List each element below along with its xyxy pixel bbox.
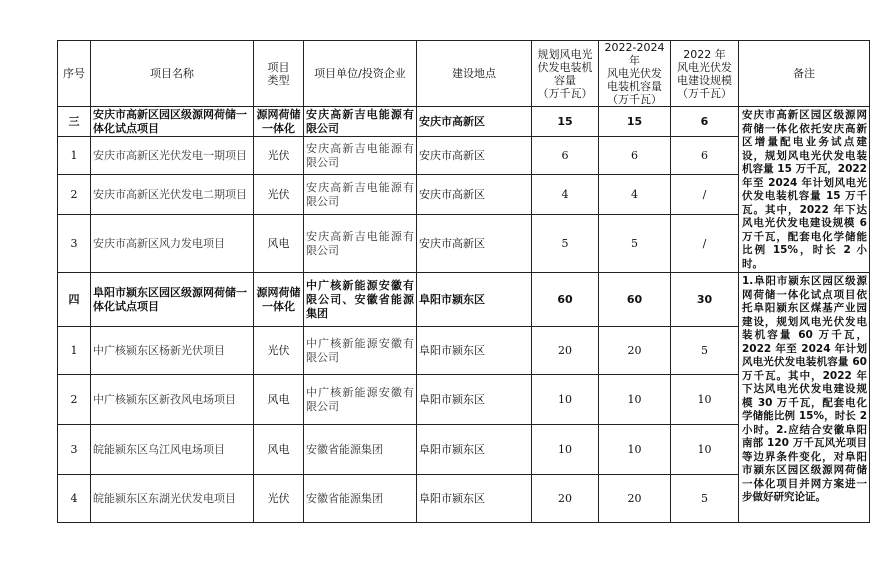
row-name: 皖能颍东区东湖光伏发电项目	[91, 475, 254, 523]
row-scale-2022: 10	[671, 425, 739, 475]
row-scale-2022: /	[671, 175, 739, 215]
row-location: 阜阳市颍东区	[417, 425, 532, 475]
row-location: 阜阳市颍东区	[417, 375, 532, 425]
row-scale-2022: 5	[671, 327, 739, 375]
row-type: 光伏	[254, 327, 304, 375]
row-plan-2022-2024: 20	[599, 475, 671, 523]
row-name: 中广核颍东区杨新光伏项目	[91, 327, 254, 375]
group-unit: 安庆高新吉电能源有限公司	[304, 107, 417, 137]
row-name: 安庆市高新区光伏发电二期项目	[91, 175, 254, 215]
row-unit: 安庆高新吉电能源有限公司	[304, 137, 417, 175]
row-plan-2022-2024: 10	[599, 375, 671, 425]
group-planned: 15	[532, 107, 599, 137]
header-plan-2022-2024: 2022-2024 年 风电光伏发 电装机容量 （万千瓦）	[599, 41, 671, 107]
group-row	[58, 273, 870, 327]
group-seq: 四	[58, 273, 91, 327]
row-unit: 安徽省能源集团	[304, 425, 417, 475]
row-location: 阜阳市颍东区	[417, 327, 532, 375]
group-scale-2022: 30	[671, 273, 739, 327]
row-name: 中广核颍东区新孜风电场项目	[91, 375, 254, 425]
header-planned: 规划风电光 伏发电装机 容量 （万千瓦）	[532, 41, 599, 107]
group-unit: 中广核新能源安徽有限公司、安徽省能源集团	[304, 273, 417, 327]
row-location: 安庆市高新区	[417, 215, 532, 273]
row-unit: 安徽省能源集团	[304, 475, 417, 523]
row-seq: 3	[58, 215, 91, 273]
row-unit: 安庆高新吉电能源有限公司	[304, 215, 417, 273]
header-note: 备注	[739, 41, 870, 107]
row-seq: 3	[58, 425, 91, 475]
group-planned: 60	[532, 273, 599, 327]
header-unit: 项目单位/投资企业	[304, 41, 417, 107]
row-seq: 1	[58, 137, 91, 175]
table-header-row	[58, 41, 870, 107]
row-type: 光伏	[254, 175, 304, 215]
row-planned: 10	[532, 375, 599, 425]
group-note: 安庆市高新区园区级源网荷储一体化依托安庆高新区增量配电业务试点建设，规划风电光伏发电装机容量 15 万千瓦，2022 年至 2024 年计划风电光伏发电装机容量 15 万千瓦。其中，2022 年下达风电光伏发电建设规模 6 万千瓦，配套电化学储能比例 15%，时长 2 小时。	[739, 107, 870, 273]
row-unit: 安庆高新吉电能源有限公司	[304, 175, 417, 215]
row-scale-2022: 6	[671, 137, 739, 175]
row-scale-2022: 5	[671, 475, 739, 523]
row-scale-2022: /	[671, 215, 739, 273]
row-seq: 1	[58, 327, 91, 375]
row-plan-2022-2024: 4	[599, 175, 671, 215]
group-plan-2022-2024: 15	[599, 107, 671, 137]
row-location: 阜阳市颍东区	[417, 475, 532, 523]
group-note: 1.阜阳市颍东区园区级源网荷储一体化试点项目依托阜阳颍东区煤基产业园建设，规划风电光伏发电装机容量 60 万千瓦，2022 年至 2024 年计划风电光伏发电装机容量 60 万千瓦。其中，2022 年下达风电光伏发电建设规模 30 万千瓦，配套电化学储能比例 15%，时长 2 小时。2.应结合安徽阜阳南部 120 万千瓦风光项目等边界条件变化，对阜阳市颍东区园区级源网荷储一体化项目并网方案进一步做好研究论证。	[739, 273, 870, 523]
row-type: 风电	[254, 375, 304, 425]
row-type: 光伏	[254, 475, 304, 523]
row-plan-2022-2024: 10	[599, 425, 671, 475]
group-name: 安庆市高新区园区级源网荷储一体化试点项目	[91, 107, 254, 137]
row-planned: 6	[532, 137, 599, 175]
group-name: 阜阳市颍东区园区级源网荷储一体化试点项目	[91, 273, 254, 327]
row-type: 风电	[254, 425, 304, 475]
row-planned: 10	[532, 425, 599, 475]
row-plan-2022-2024: 20	[599, 327, 671, 375]
row-planned: 20	[532, 475, 599, 523]
row-planned: 5	[532, 215, 599, 273]
row-name: 安庆市高新区风力发电项目	[91, 215, 254, 273]
row-name: 皖能颍东区乌江风电场项目	[91, 425, 254, 475]
group-row	[58, 107, 870, 137]
header-scale-2022: 2022 年 风电光伏发 电建设规模 （万千瓦）	[671, 41, 739, 107]
group-seq: 三	[58, 107, 91, 137]
row-seq: 4	[58, 475, 91, 523]
header-name: 项目名称	[91, 41, 254, 107]
header-location: 建设地点	[417, 41, 532, 107]
row-name: 安庆市高新区光伏发电一期项目	[91, 137, 254, 175]
row-scale-2022: 10	[671, 375, 739, 425]
row-plan-2022-2024: 5	[599, 215, 671, 273]
row-type: 光伏	[254, 137, 304, 175]
row-location: 安庆市高新区	[417, 137, 532, 175]
group-type: 源网荷储一体化	[254, 273, 304, 327]
row-unit: 中广核新能源安徽有限公司	[304, 375, 417, 425]
row-seq: 2	[58, 375, 91, 425]
row-unit: 中广核新能源安徽有限公司	[304, 327, 417, 375]
header-type: 项目 类型	[254, 41, 304, 107]
group-plan-2022-2024: 60	[599, 273, 671, 327]
row-location: 安庆市高新区	[417, 175, 532, 215]
project-table	[57, 40, 870, 523]
row-planned: 4	[532, 175, 599, 215]
row-seq: 2	[58, 175, 91, 215]
group-location: 阜阳市颍东区	[417, 273, 532, 327]
row-type: 风电	[254, 215, 304, 273]
group-scale-2022: 6	[671, 107, 739, 137]
group-type: 源网荷储一体化	[254, 107, 304, 137]
row-plan-2022-2024: 6	[599, 137, 671, 175]
header-seq: 序号	[58, 41, 91, 107]
group-location: 安庆市高新区	[417, 107, 532, 137]
row-planned: 20	[532, 327, 599, 375]
